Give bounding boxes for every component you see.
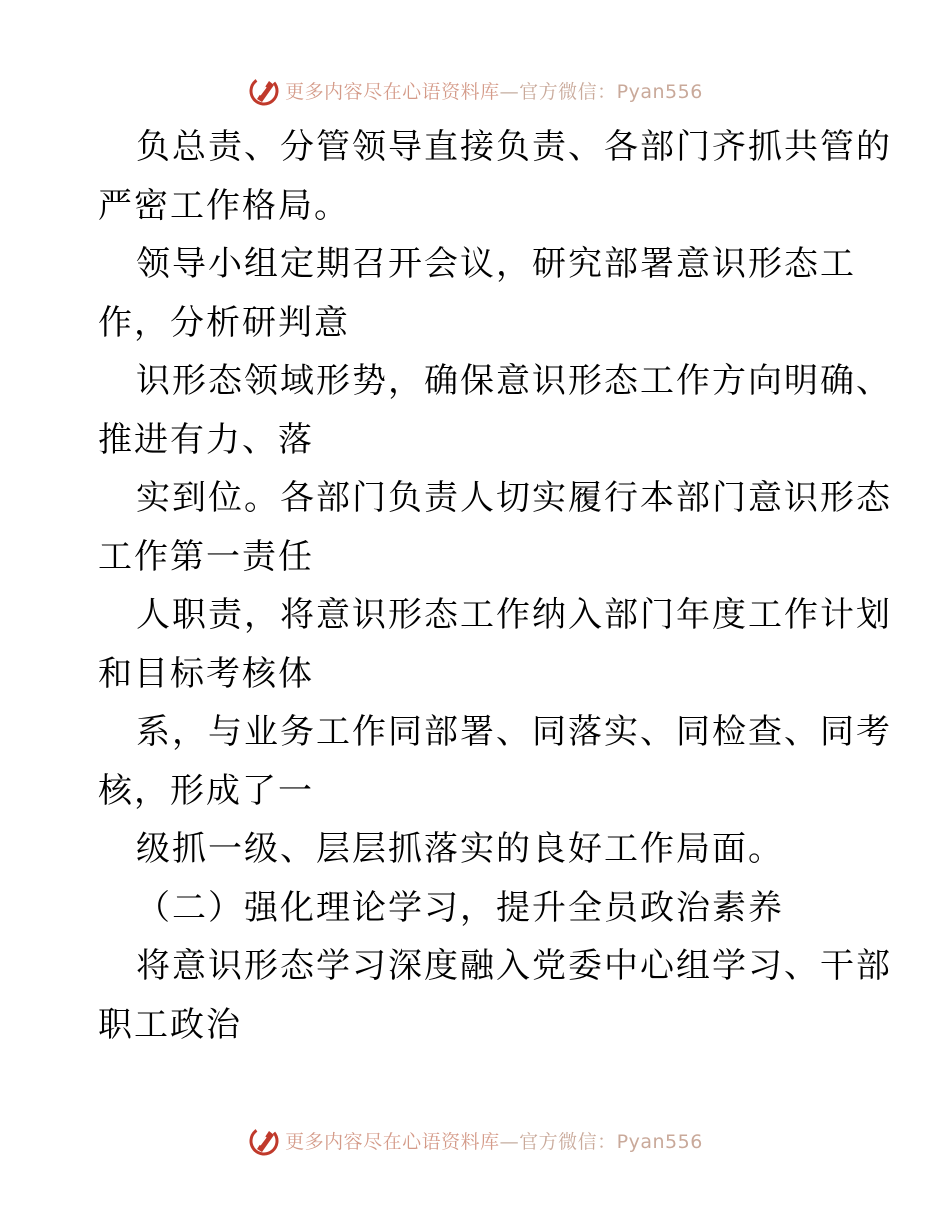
pen-nib-circle-icon — [247, 1123, 281, 1157]
body-line: 和目标考核体 — [98, 653, 314, 694]
body-line: 领导小组定期召开会议，研究部署意识形态工 — [136, 244, 856, 284]
document-body — [98, 118, 892, 1054]
section-heading: （二）强化理论学习，提升全员政治素养 — [136, 887, 784, 928]
body-line: 人职责，将意识形态工作纳入部门年度工作计划 — [136, 595, 892, 635]
footer-watermark — [0, 1120, 950, 1160]
body-line: 级抓一级、层层抓落实的良好工作局面。 — [136, 829, 784, 869]
body-line: 实到位。各部门负责人切实履行本部门意识形态 — [136, 478, 892, 518]
body-line: 系，与业务工作同部署、同落实、同检查、同考 — [136, 712, 892, 752]
header-watermark — [0, 70, 950, 110]
body-line: 作，分析研判意 — [98, 302, 350, 343]
watermark-brand: 更多内容尽在心语资料库 — [285, 1130, 500, 1153]
watermark-dash: — — [499, 80, 520, 103]
watermark-contact: 官方微信：Pyan556 — [519, 1130, 703, 1153]
body-line: 工作第一责任 — [98, 536, 314, 577]
body-line: 推进有力、落 — [98, 419, 314, 460]
body-line: 严密工作格局。 — [98, 185, 350, 226]
body-line: 核，形成了一 — [98, 770, 314, 811]
body-line: 职工政治 — [98, 1004, 242, 1045]
pen-nib-circle-icon — [247, 73, 281, 107]
body-line: 负总责、分管领导直接负责、各部门齐抓共管的 — [136, 127, 892, 167]
watermark-brand: 更多内容尽在心语资料库 — [285, 80, 500, 103]
watermark-contact: 官方微信：Pyan556 — [519, 80, 703, 103]
body-line: 将意识形态学习深度融入党委中心组学习、干部 — [136, 946, 892, 986]
body-line: 识形态领域形势，确保意识形态工作方向明确、 — [136, 361, 892, 401]
watermark-dash: — — [499, 1130, 520, 1153]
